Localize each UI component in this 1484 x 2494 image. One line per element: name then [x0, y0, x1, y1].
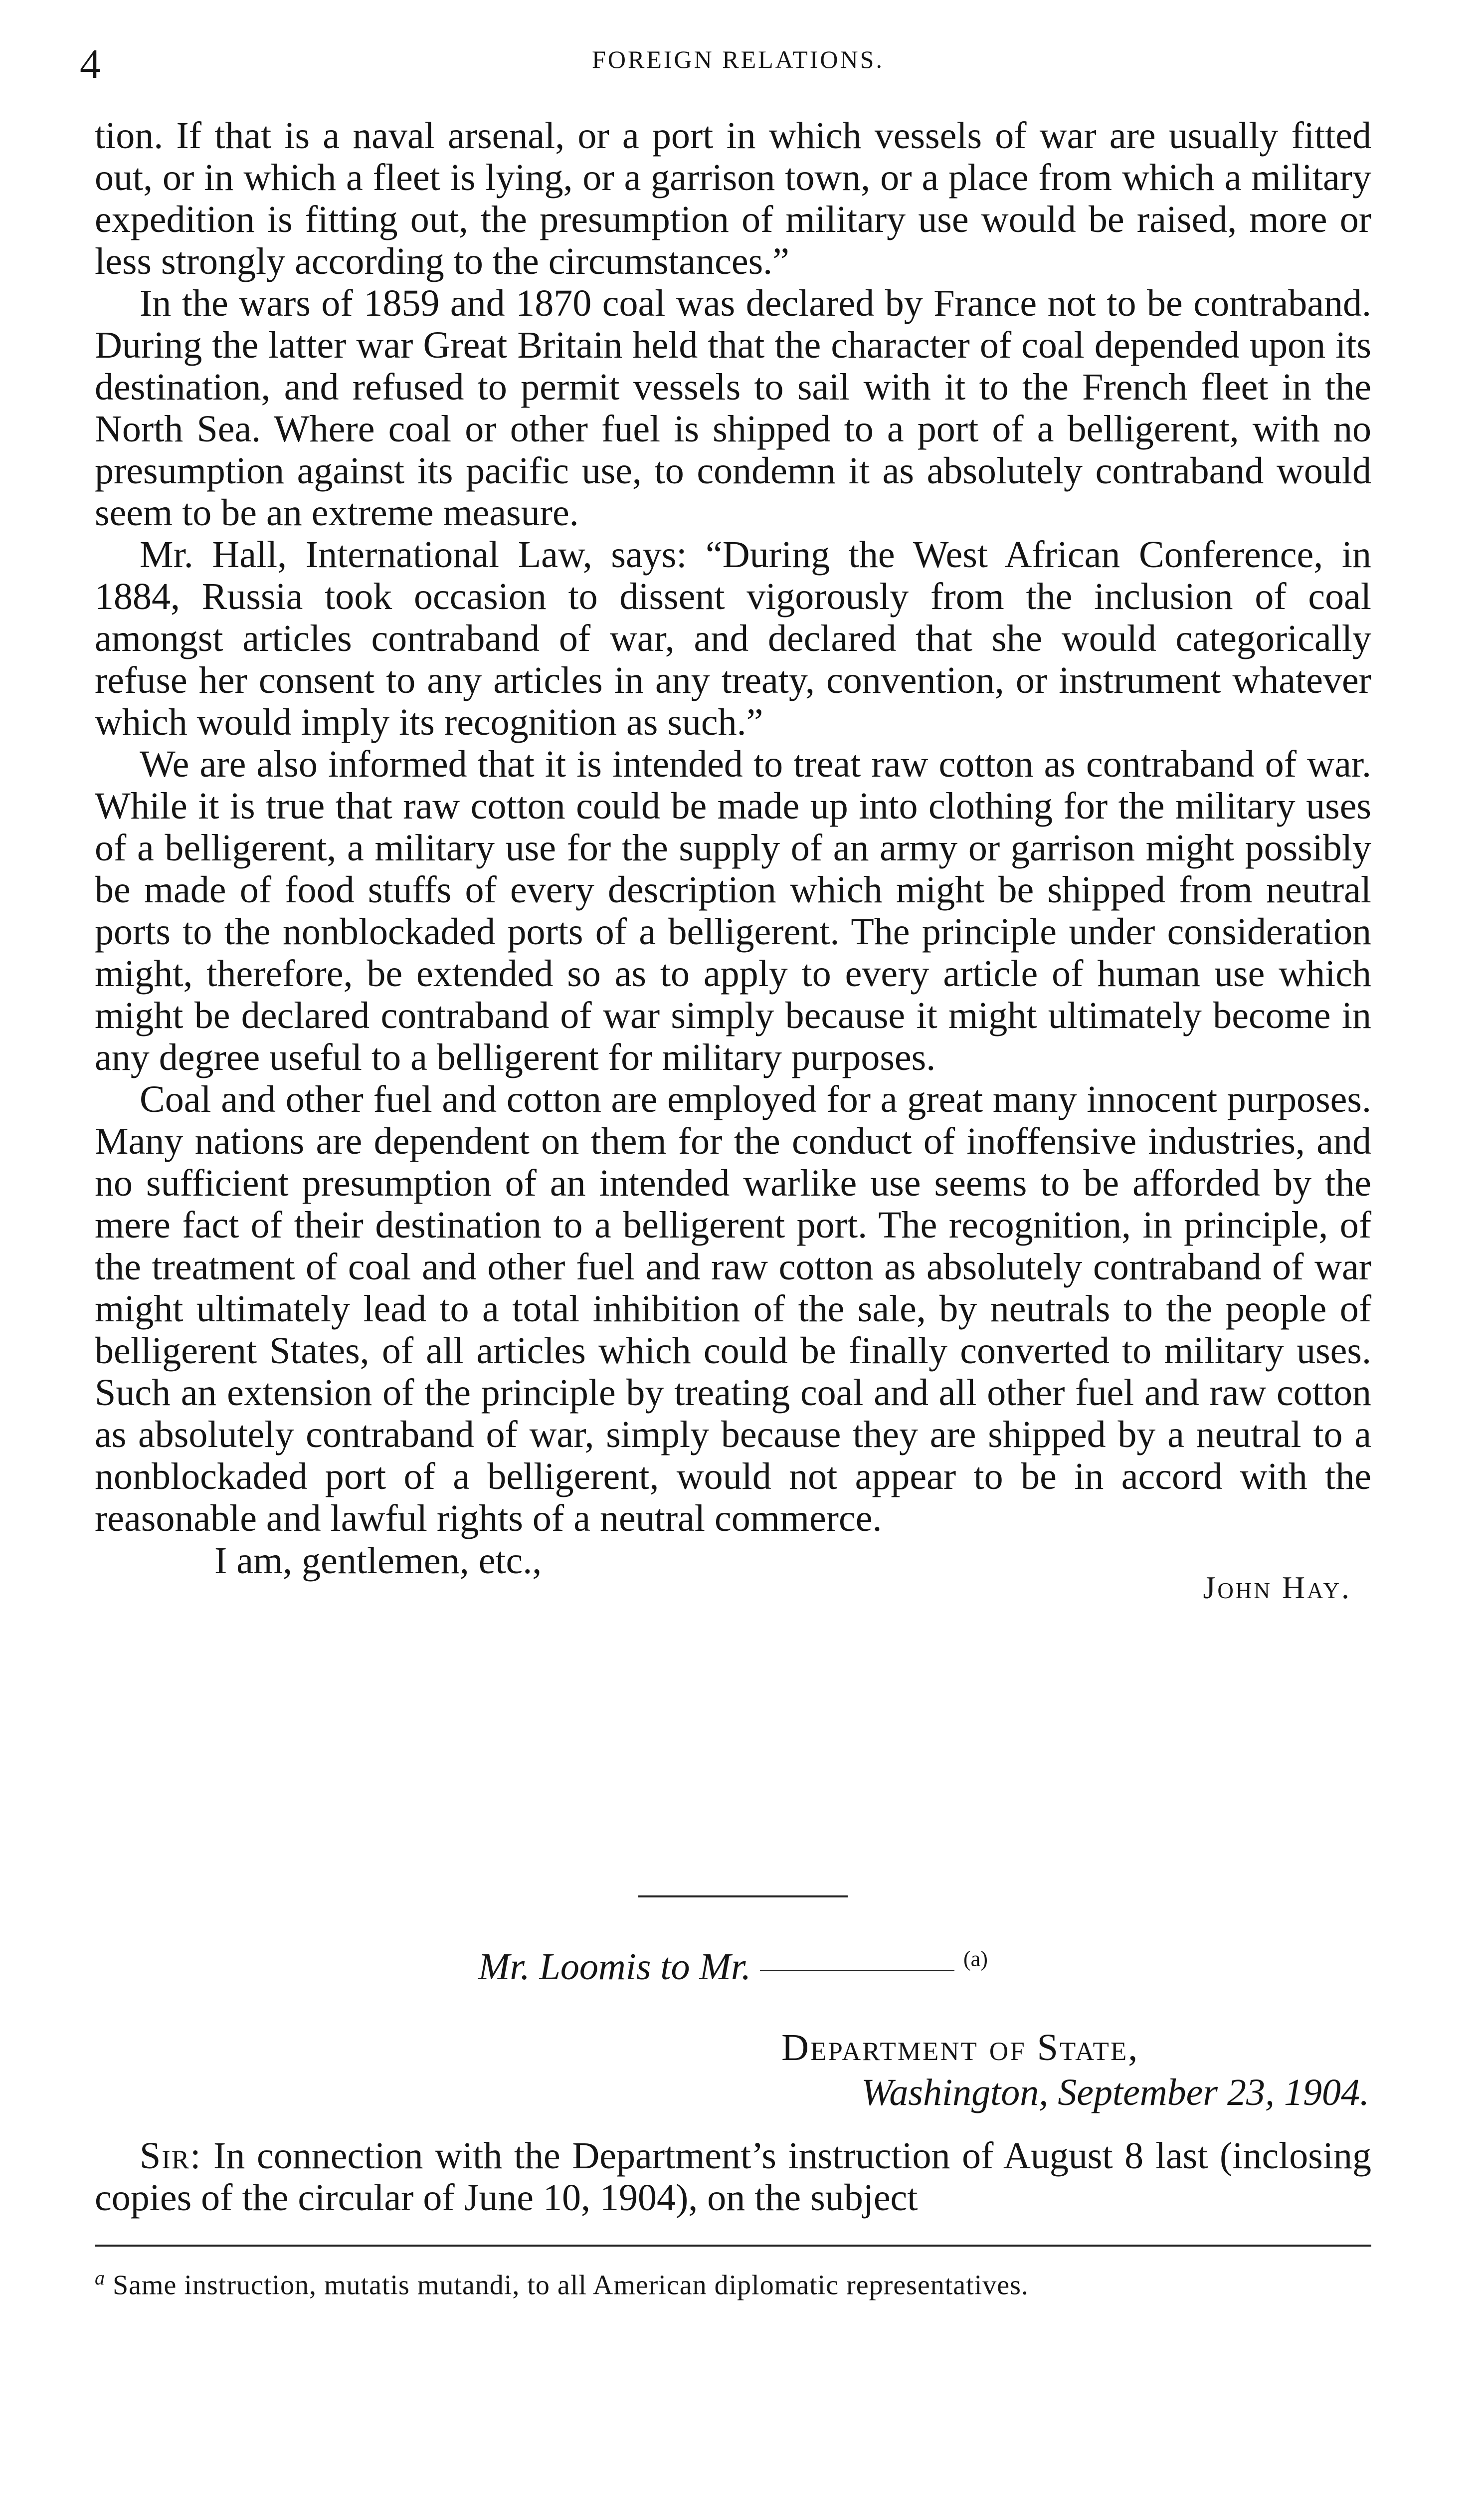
page-header: [80, 40, 1396, 95]
salutation: Sir:: [140, 2135, 202, 2177]
dateline: [781, 2025, 1369, 2115]
paragraph-raw-cotton: We are also informed that it is intended to treat raw cotton as contraband of war. While it is true that raw cotton could be made up into clothing for the military uses of a belligerent, a military use for the supply of an army or garrison might possibly be made of food stuffs of every description which might be shipped from neutral ports to the nonblockaded ports of a belligerent. The principle under consideration might, therefore, be extended so as to apply to every article of human use which might be declared contraband of war simply because it might ultimately become in any degree useful to a belligerent for military purposes.: [95, 743, 1371, 1078]
footnote: [95, 2260, 1371, 2304]
letter-closing: [95, 1539, 1371, 1624]
paragraph-continuation: tion. If that is a naval arsenal, or a port in which vessels of war are usually fitted out, or in which a fleet is lying, or a garrison town, or a place from which a military expedition is fitting out, the presumption of military use would be raised, more or less strongly according to the circumstances.”: [95, 115, 1371, 282]
footnote-reference: (a): [963, 1946, 988, 1971]
paragraph-coal-wars: In the wars of 1859 and 1870 coal was declared by France not to be contraband. During the latter war Great Britain held that the character of coal depended upon its destination, and refused to permit vessels to sail with it to the French fleet in the North Sea. Where coal or other fuel is shipped to a port of a belligerent, with no presumption against its pacific use, to condemn it as absolutely contraband would seem to be an extreme measure.: [95, 282, 1371, 534]
dateline-department: Department of State,: [781, 2027, 1139, 2069]
heading-text: Mr. Loomis to Mr.: [478, 1946, 751, 1988]
footnote-mark: a: [95, 2267, 105, 2289]
letter-opening-text: In connection with the Department’s instruction of August 8 last (inclosing copies of the circular of June 10, 1904), on the subject: [95, 2135, 1371, 2219]
paragraph-coal-fuel-cotton: Coal and other fuel and cotton are employed for a great many innocent purposes. Many nations are dependent on them for the conduct of inoffensive industries, and no sufficient presumption of an intended warlike use seems to be afforded by the mere fact of their destination to a belligerent port. The recognition, in principle, of the treatment of coal and other fuel and raw cotton as absolutely contraband of war might ultimately lead to a total inhibition of the sale, by neutrals to the people of belligerent States, of all articles which could be finally converted to military uses. Such an extension of the principle by treating coal and all other fuel and raw cotton as absolutely contraband of war, simply because they are shipped by a neutral to a nonblockaded port of a belligerent, would not appear to be in accord with the reasonable and lawful rights of a neutral commerce.: [95, 1078, 1371, 1539]
signature: John Hay.: [1203, 1570, 1351, 1605]
footnote-rule: [95, 2245, 1371, 2247]
running-head: FOREIGN RELATIONS.: [592, 45, 884, 73]
paragraph-hall-quote: Mr. Hall, International Law, says: “During the West African Conference, in 1884, Russia took occasion to dissent vigorously from the inclusion of coal amongst articles contraband of war, and declared that she would categorically refuse her consent to any articles in any treaty, convention, or instrument whatever which would imply its recognition as such.”: [95, 534, 1371, 743]
complimentary-close: I am, gentlemen, etc.,: [214, 1540, 542, 1582]
heading-blank-line: [760, 1970, 954, 1971]
page-number: 4: [80, 41, 101, 87]
dateline-place-date: Washington, September 23, 1904.: [861, 2072, 1369, 2113]
body-text: [95, 115, 1371, 1624]
footnote-text: Same instruction, mutatis mutandi, to all American diplomatic representatives.: [113, 2270, 1029, 2301]
letter-body: [95, 2135, 1371, 2219]
letter-opening-paragraph: [95, 2135, 1371, 2219]
section-divider: [638, 1895, 848, 1897]
document-heading: [95, 1945, 1371, 1989]
